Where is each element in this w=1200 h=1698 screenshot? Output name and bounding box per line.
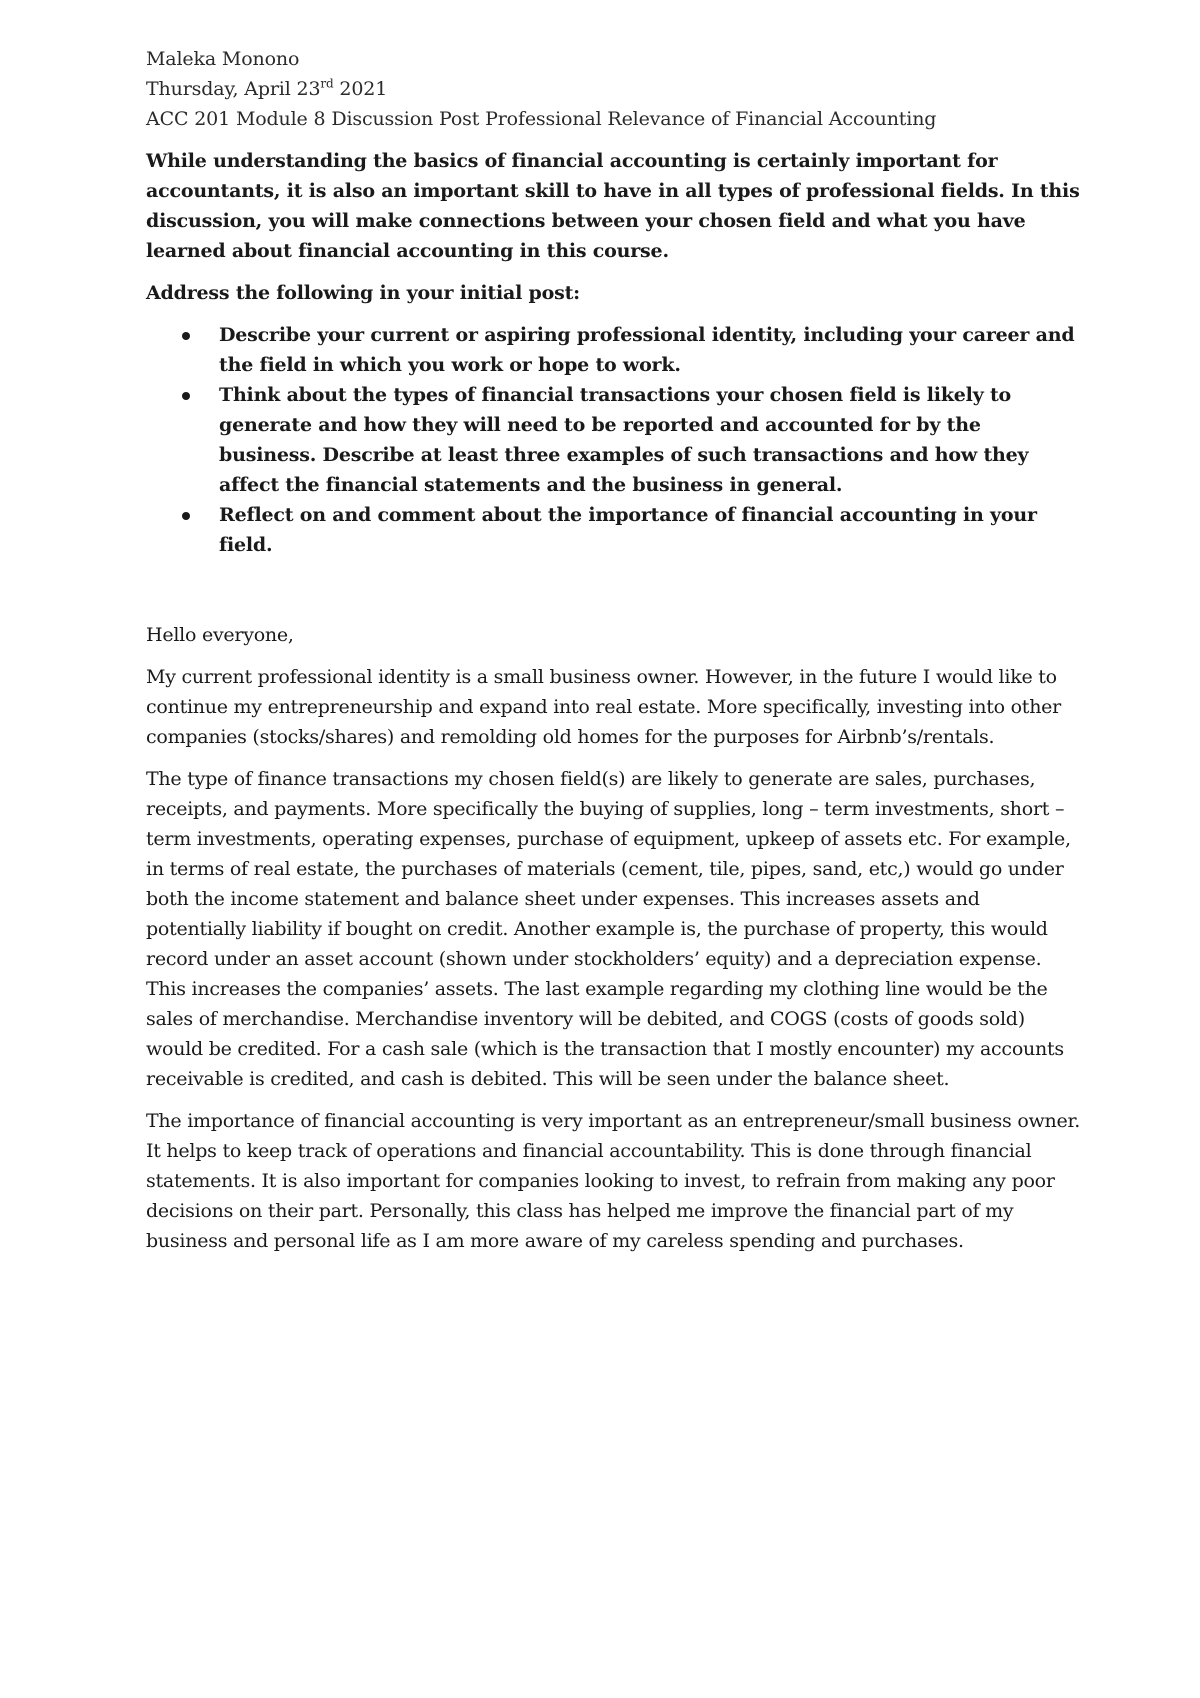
prompt-bullet-text: Describe your current or aspiring professional identity, including your career and the field in which you work or hope to work. [219, 324, 1075, 376]
date-prefix: Thursday, April 23 [146, 78, 321, 100]
document-content [146, 44, 1081, 1256]
prompt-bullet-list [146, 320, 1081, 560]
bullet-icon [182, 512, 190, 520]
prompt-bullet-item [146, 500, 1081, 560]
bullet-icon [182, 392, 190, 400]
post-date [146, 74, 1081, 104]
date-year: 2021 [333, 78, 388, 100]
prompt-bullet-text: Think about the types of financial transactions your chosen field is likely to generate and how they will need to be reported and accounted for by the business. Describe at least three examples of such transactions and how they affect the financial statements and the business in general. [219, 384, 1029, 496]
prompt-bullet-text: Reflect on and comment about the importance of financial accounting in your field. [219, 504, 1037, 556]
response-greeting: Hello everyone, [146, 624, 294, 646]
date-ordinal-suffix: rd [320, 76, 334, 91]
prompt-intro: While understanding the basics of financial accounting is certainly important for accountants, it is also an important skill to have in all types of professional fields. In this discussion, you will make connections between your chosen field and what you have learned about financial accounting in this course. [146, 150, 1080, 262]
course-title: ACC 201 Module 8 Discussion Post Professional Relevance of Financial Accounting [146, 108, 937, 130]
prompt-bullet-item [146, 380, 1081, 500]
author-name: Maleka Monono [146, 48, 300, 70]
prompt-heading: Address the following in your initial post: [146, 282, 580, 304]
response-paragraph-identity: My current professional identity is a small business owner. However, in the future I would like to continue my entrepreneurship and expand into real estate. More specifically, investing into other companies (stocks/shares) and remolding old homes for the purposes for Airbnb’s/rentals. [146, 666, 1062, 748]
response-paragraph-transactions: The type of finance transactions my chosen field(s) are likely to generate are sales, purchases, receipts, and payments. More specifically the buying of supplies, long – term investments, short – term investments, operating expenses, purchase of equipment, upkeep of assets etc. For example, in terms of real estate, the purchases of materials (cement, tile, pipes, sand, etc,) would go under both the income statement and balance sheet under expenses. This increases assets and potentially liability if bought on credit. Another example is, the purchase of property, this would record under an asset account (shown under stockholders’ equity) and a depreciation expense. This increases the companies’ assets. The last example regarding my clothing line would be the sales of merchandise. Merchandise inventory will be debited, and COGS (costs of goods sold) would be credited. For a cash sale (which is the transaction that I mostly encounter) my accounts receivable is credited, and cash is debited. This will be seen under the balance sheet. [146, 768, 1071, 1090]
bullet-icon [182, 332, 190, 340]
response-paragraph-importance: The importance of financial accounting is very important as an entrepreneur/small business owner. It helps to keep track of operations and financial accountability. This is done through financial statements. It is also important for companies looking to invest, to refrain from making any poor decisions on their part. Personally, this class has helped me improve the financial part of my business and personal life as I am more aware of my careless spending and purchases. [146, 1110, 1081, 1252]
prompt-bullet-item [146, 320, 1081, 380]
